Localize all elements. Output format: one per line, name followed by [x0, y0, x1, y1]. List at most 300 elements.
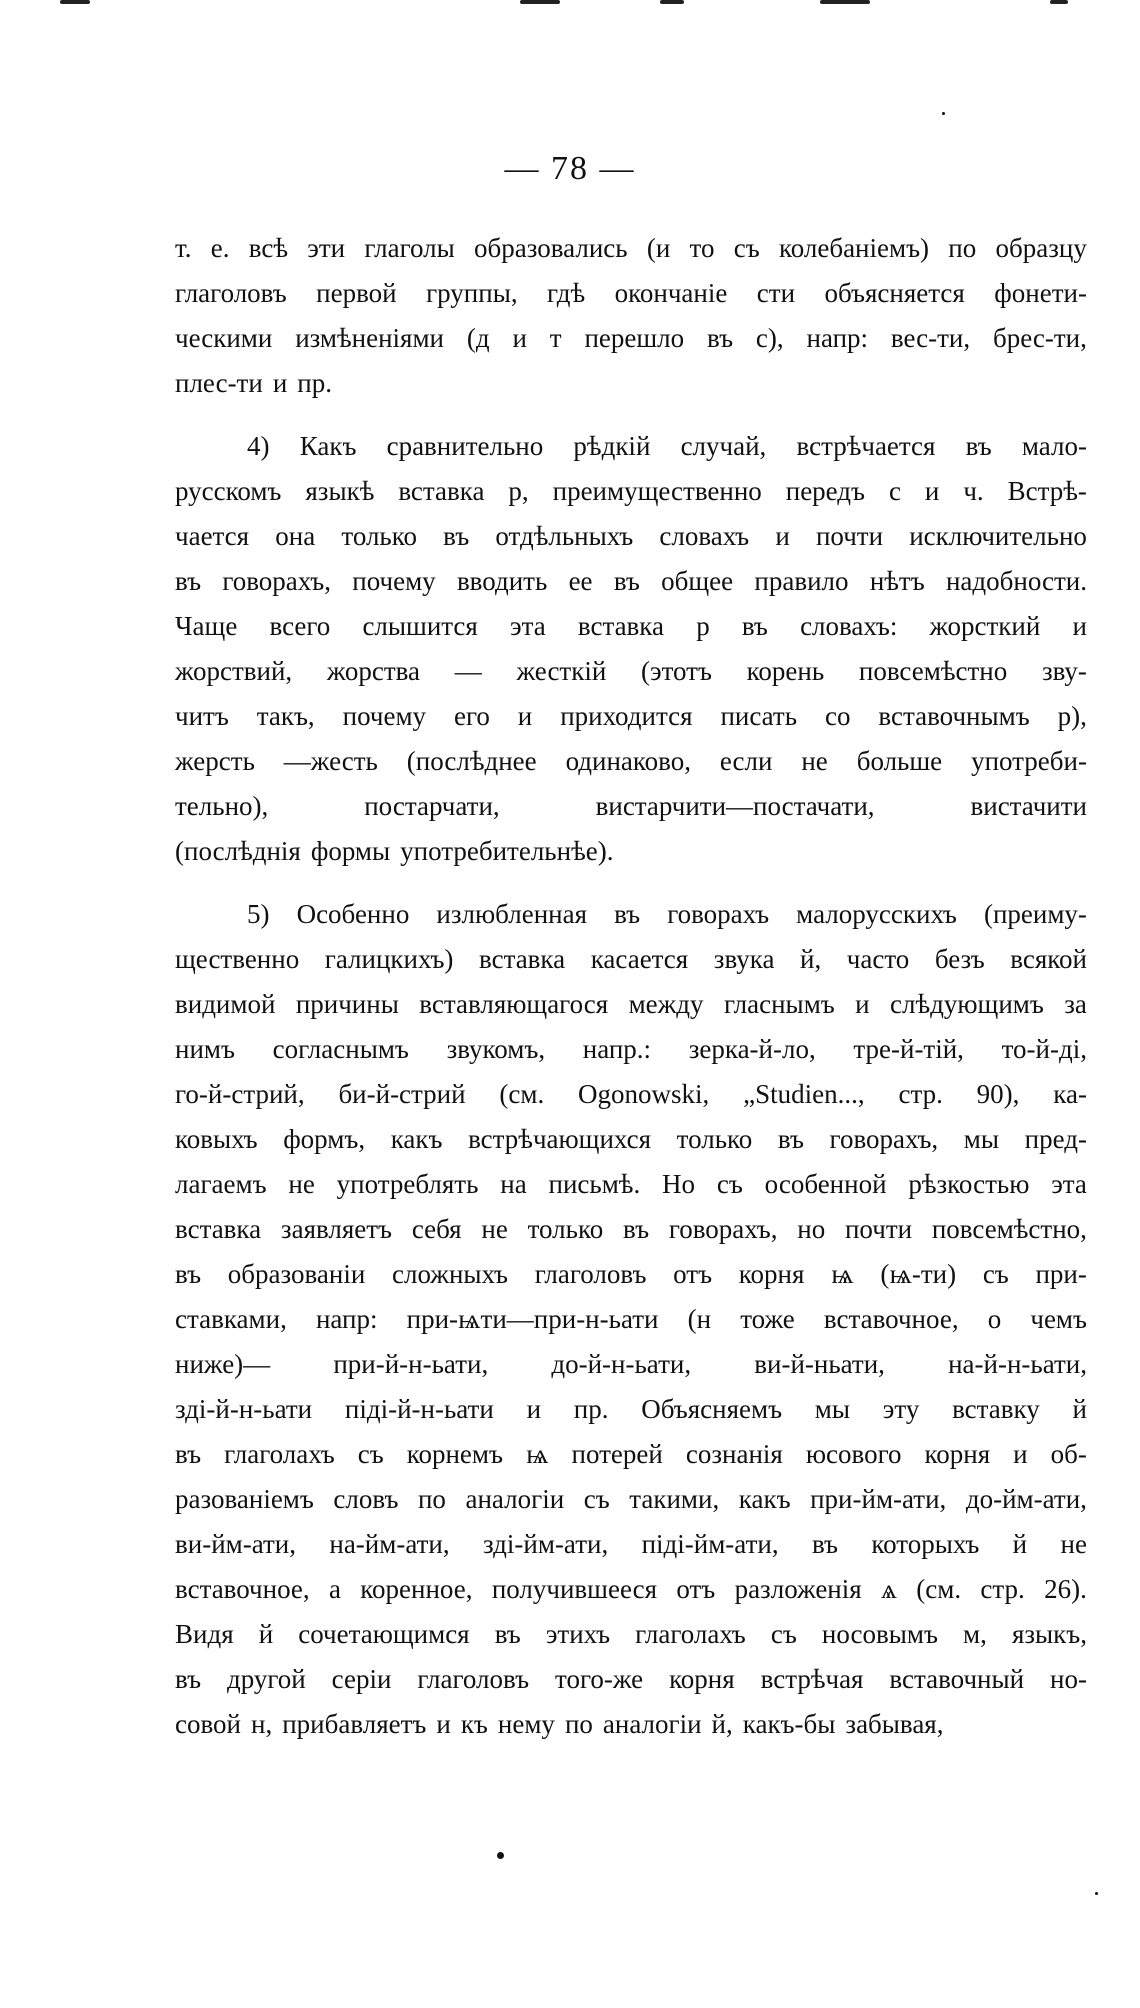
word: совой — [175, 1709, 241, 1739]
word: носовымъ — [821, 1619, 938, 1649]
word: ка- — [1053, 1079, 1087, 1109]
word: нему — [497, 1709, 555, 1739]
word: какъ — [390, 1124, 443, 1154]
word: на-й-н-ьати, — [948, 1349, 1087, 1379]
word: только — [676, 1124, 753, 1154]
text-line — [175, 829, 1087, 874]
word: серіи — [331, 1664, 392, 1694]
word: въ — [623, 1214, 650, 1244]
text-line — [175, 1342, 1087, 1387]
word: Особенно — [296, 899, 410, 929]
word: такими, — [629, 1484, 720, 1514]
word: фонети- — [994, 278, 1087, 308]
word: прибавляетъ — [282, 1709, 427, 1739]
word: писать — [720, 701, 798, 731]
text-line — [175, 892, 1087, 937]
word: юсового — [805, 1439, 902, 1469]
word: вставляющагося — [419, 989, 609, 1019]
word: забывая, — [845, 1709, 944, 1739]
word: вставка — [175, 1214, 262, 1244]
word: перешло — [584, 323, 685, 353]
word: ѩ — [525, 1439, 549, 1469]
word: глаголовъ — [417, 1664, 530, 1694]
word: приходится — [560, 701, 693, 731]
word: случай, — [680, 431, 767, 461]
word: тре-й-тій, — [853, 1034, 964, 1064]
word: одинаково, — [565, 746, 691, 776]
word: й — [1012, 1529, 1028, 1559]
word: й — [258, 1619, 274, 1649]
word: піді-й-н-ьати — [344, 1394, 494, 1424]
word: въ — [175, 1664, 202, 1694]
word: употребительнѣе). — [400, 836, 614, 866]
word: колебаніемъ) — [778, 233, 930, 263]
word: эта — [1051, 1169, 1087, 1199]
word: преимущественно — [552, 476, 762, 506]
word: на-йм-ати, — [329, 1529, 450, 1559]
word: мы — [814, 1394, 851, 1424]
text-line — [175, 784, 1087, 829]
word: корнемъ — [406, 1439, 503, 1469]
word: не — [801, 746, 828, 776]
word: почему — [342, 701, 427, 731]
word: вистачити — [970, 791, 1087, 821]
word: лагаемъ — [175, 1169, 267, 1199]
word: сти — [756, 278, 796, 308]
word: коренное, — [360, 1574, 473, 1604]
word: при-йм-ати, — [810, 1484, 947, 1514]
text-line — [175, 226, 1087, 271]
word: р, — [508, 476, 529, 506]
word: мы — [963, 1124, 1000, 1154]
word: языкъ, — [1011, 1619, 1087, 1649]
word: и — [1013, 1439, 1028, 1469]
word: напр.: — [582, 1034, 652, 1064]
word: р), — [1057, 701, 1087, 731]
word: глаголовъ — [175, 278, 287, 308]
word: этихъ — [545, 1619, 611, 1649]
word: общее — [661, 566, 734, 596]
word: въ — [494, 1619, 521, 1649]
word: встрѣчается — [796, 431, 936, 461]
word: съ — [770, 1619, 797, 1649]
word: корень — [746, 656, 825, 686]
word: зді-йм-ати, — [482, 1529, 609, 1559]
word: пр. — [573, 1394, 609, 1424]
word: (ѩ-ти) — [880, 1259, 957, 1289]
word: й — [1072, 1394, 1087, 1424]
word: пр. — [297, 368, 332, 398]
word: съ — [716, 1169, 743, 1199]
word: 5) — [247, 899, 270, 929]
word: ви-й-ньати, — [754, 1349, 885, 1379]
text-line — [175, 1702, 1087, 1747]
text-line — [175, 1252, 1087, 1297]
word: языкѣ — [305, 476, 375, 506]
paragraph-1 — [175, 226, 1087, 406]
word: Но — [662, 1169, 696, 1199]
word: Объясняемъ — [641, 1394, 783, 1424]
word: себя — [411, 1214, 462, 1244]
scan-top-edge-artifact — [60, 0, 1080, 6]
word: жесткій — [516, 656, 607, 686]
word: и — [924, 476, 940, 506]
word: а — [328, 1574, 341, 1604]
word: (этотъ — [641, 656, 712, 686]
word: зву- — [1041, 656, 1087, 686]
word: и — [526, 1394, 542, 1424]
word: такъ, — [256, 701, 315, 731]
word: группы, — [426, 278, 518, 308]
word: Ogonowski, — [578, 1079, 710, 1109]
text-line — [175, 559, 1087, 604]
word: она — [275, 521, 316, 551]
text-line — [175, 739, 1087, 784]
text-line — [175, 1567, 1087, 1612]
word: при-ѩти—при-н-ьати — [406, 1304, 659, 1334]
text-line — [175, 1522, 1087, 1567]
word: въ — [741, 611, 768, 641]
word: по — [417, 1484, 446, 1514]
word: къ — [460, 1709, 488, 1739]
word: при-й-н-ьати, — [333, 1349, 489, 1379]
word: исключительно — [909, 521, 1087, 551]
word: какъ-бы — [742, 1709, 836, 1739]
word: аналогіи — [465, 1484, 565, 1514]
word: вставка — [577, 611, 665, 641]
word: объясняется — [824, 278, 965, 308]
word: въ — [965, 431, 992, 461]
word: Чаще — [175, 611, 238, 641]
word: часто — [846, 944, 910, 974]
page-number: — 78 — — [504, 150, 636, 187]
word: корня — [669, 1664, 735, 1694]
word: отдѣльныхъ — [495, 521, 634, 551]
text-line — [175, 982, 1087, 1027]
word: образовались — [474, 233, 628, 263]
word: встрѣчая — [760, 1664, 864, 1694]
word: ческими — [175, 323, 273, 353]
text-line — [175, 424, 1087, 469]
word: р — [696, 611, 710, 641]
word: стр. — [898, 1079, 943, 1109]
word: зерка-й-ло, — [688, 1034, 816, 1064]
word: напр: — [315, 1304, 378, 1334]
word: въ — [614, 899, 641, 929]
word: особенной — [764, 1169, 887, 1199]
word: потерей — [571, 1439, 663, 1469]
word: согласнымъ — [272, 1034, 409, 1064]
word: въ — [175, 566, 202, 596]
word: видимой — [175, 989, 276, 1019]
word: и — [512, 323, 527, 353]
word: вставку — [952, 1394, 1040, 1424]
text-line — [175, 694, 1087, 739]
word: чемъ — [1030, 1304, 1087, 1334]
word: т — [549, 323, 562, 353]
word: жорства — [326, 656, 421, 686]
word: почти — [844, 1214, 913, 1244]
word: надобности. — [945, 566, 1087, 596]
word: слышится — [362, 611, 478, 641]
word: того-же — [555, 1664, 644, 1694]
word: с — [888, 476, 901, 506]
word: вставочное, — [175, 1574, 310, 1604]
word: тельно), — [175, 791, 269, 821]
word: причины — [295, 989, 399, 1019]
word: „Studien..., — [743, 1079, 865, 1109]
paragraph-2 — [175, 424, 1087, 874]
word: корня — [924, 1439, 991, 1469]
word: не — [481, 1214, 508, 1244]
word: глаголовъ — [534, 1259, 647, 1289]
word: піді-йм-ати, — [641, 1529, 779, 1559]
word: 90), — [976, 1079, 1020, 1109]
word: ѧ — [881, 1574, 897, 1604]
word: если — [719, 746, 773, 776]
word: и — [775, 521, 790, 551]
word: ковыхъ — [175, 1124, 258, 1154]
body-text — [175, 226, 1087, 1765]
word: правило — [754, 566, 849, 596]
word: другой — [226, 1664, 306, 1694]
word: съ — [982, 1259, 1009, 1289]
word: съ — [733, 233, 760, 263]
text-line — [175, 937, 1087, 982]
word: Видя — [175, 1619, 234, 1649]
text-line — [175, 1297, 1087, 1342]
word: и — [855, 989, 870, 1019]
word: разованіемъ — [175, 1484, 314, 1514]
word: (послѣднія — [175, 836, 301, 866]
word: го-й-стрий, — [175, 1079, 305, 1109]
word: измѣненіями — [295, 323, 445, 353]
text-line — [175, 604, 1087, 649]
word: (преиму- — [983, 899, 1087, 929]
word: въ — [175, 1439, 202, 1469]
text-line — [175, 1207, 1087, 1252]
word: и — [436, 1709, 451, 1739]
text-line — [175, 1117, 1087, 1162]
word: ее — [568, 566, 593, 596]
word: всѣ — [248, 233, 289, 263]
word: сложныхъ — [392, 1259, 508, 1289]
word: всякой — [1010, 944, 1087, 974]
word: письмѣ. — [548, 1169, 641, 1199]
word: галицкихъ) — [324, 944, 454, 974]
word: жорствий, — [175, 656, 293, 686]
word: с), — [755, 323, 784, 353]
word: окончаніе — [614, 278, 728, 308]
word: е. — [210, 233, 230, 263]
word: русскомъ — [175, 476, 282, 506]
word: только — [527, 1214, 604, 1244]
word: малорусскихъ — [796, 899, 957, 929]
word: повсемѣстно — [858, 656, 1008, 686]
word: Встрѣ- — [1007, 476, 1087, 506]
word: которыхъ — [871, 1529, 980, 1559]
word: вводить — [456, 566, 548, 596]
word: по — [564, 1709, 593, 1739]
word: ставками, — [175, 1304, 287, 1334]
text-line — [175, 1162, 1087, 1207]
word: эти — [307, 233, 346, 263]
word: при- — [1035, 1259, 1087, 1289]
word: (см. — [499, 1079, 545, 1109]
word: жерсть — [175, 746, 255, 776]
word: звука — [713, 944, 775, 974]
word: рѣзкостью — [908, 1169, 1030, 1199]
word: въ — [613, 566, 640, 596]
word: Какъ — [299, 431, 357, 461]
word: употреблять — [336, 1169, 479, 1199]
word: но- — [1050, 1664, 1087, 1694]
word: съ — [583, 1484, 610, 1514]
word: сознанія — [685, 1439, 783, 1469]
word: глаголы — [364, 233, 455, 263]
word: — — [454, 656, 482, 686]
word: разложенія — [734, 1574, 862, 1604]
word: нимъ — [175, 1034, 235, 1064]
word: формъ, — [283, 1124, 366, 1154]
word: вистарчити—постачати, — [595, 791, 875, 821]
word: плес-ти — [175, 368, 263, 398]
word: отъ — [673, 1259, 713, 1289]
word: получившееся — [491, 1574, 658, 1604]
word: но — [797, 1214, 826, 1244]
word: говорахъ, — [222, 566, 331, 596]
text-line — [175, 1657, 1087, 1702]
word: формы — [310, 836, 391, 866]
word: не — [1060, 1529, 1087, 1559]
text-line — [175, 316, 1087, 361]
word: излюбленная — [436, 899, 587, 929]
word: аналогіи — [602, 1709, 702, 1739]
word: вставка — [398, 476, 485, 506]
word: слѣдующимъ — [890, 989, 1044, 1019]
word: ниже)— — [175, 1349, 271, 1379]
word: вес-ти, — [890, 323, 971, 353]
word: словъ — [333, 1484, 399, 1514]
word: отъ — [676, 1574, 716, 1604]
text-line — [175, 514, 1087, 559]
word: всего — [269, 611, 331, 641]
word: за — [1064, 989, 1087, 1019]
word: корня — [738, 1259, 805, 1289]
word: 26). — [1044, 1574, 1087, 1604]
word: би-й-стрий — [338, 1079, 466, 1109]
word: тоже — [740, 1304, 795, 1334]
word: на — [500, 1169, 527, 1199]
word: рѣдкій — [573, 431, 651, 461]
word: почти — [815, 521, 884, 551]
word: только — [341, 521, 417, 551]
ink-speck — [1095, 1892, 1098, 1895]
word: то-й-ді, — [1001, 1034, 1087, 1064]
word: сравнительно — [386, 431, 544, 461]
word: т. — [175, 233, 192, 263]
word: между — [628, 989, 704, 1019]
word: глаголахъ — [635, 1619, 746, 1649]
word: читъ — [175, 701, 229, 731]
word: жорсткий — [929, 611, 1041, 641]
text-line — [175, 271, 1087, 316]
word: со — [825, 701, 851, 731]
word: вставка — [479, 944, 566, 974]
text-line — [175, 361, 1087, 406]
word: звукомъ, — [446, 1034, 546, 1064]
word: 4) — [247, 431, 270, 461]
word: говорахъ, — [829, 1124, 939, 1154]
word: касается — [590, 944, 689, 974]
word: говорахъ, — [668, 1214, 778, 1244]
ink-speck — [942, 112, 945, 115]
word: въ — [777, 1124, 804, 1154]
text-line — [175, 1072, 1087, 1117]
word: —жесть — [283, 746, 378, 776]
word: съ — [357, 1439, 384, 1469]
word: зді-й-н-ьати — [175, 1394, 313, 1424]
word: (н — [687, 1304, 712, 1334]
word: (д — [466, 323, 490, 353]
word: словахъ: — [800, 611, 898, 641]
word: образцу — [995, 233, 1087, 263]
word: передъ — [785, 476, 866, 506]
word: по — [948, 233, 977, 263]
word: глаголахъ — [224, 1439, 335, 1469]
word: гласнымъ — [723, 989, 835, 1019]
word: вставочное, — [823, 1304, 959, 1334]
word: въ — [707, 323, 734, 353]
word: его — [453, 701, 490, 731]
word: постарчати, — [364, 791, 500, 821]
word: больше — [856, 746, 943, 776]
word: въ — [443, 521, 470, 551]
word: (см. — [916, 1574, 962, 1604]
word: о — [987, 1304, 1002, 1334]
word: безъ — [934, 944, 985, 974]
text-line — [175, 1432, 1087, 1477]
text-line — [175, 1027, 1087, 1072]
text-line — [175, 1477, 1087, 1522]
word: встрѣчающихся — [468, 1124, 652, 1154]
word: ч. — [963, 476, 984, 506]
text-line — [175, 649, 1087, 694]
word: вставочный — [889, 1664, 1025, 1694]
word: повсемѣстно, — [931, 1214, 1087, 1244]
word: не — [288, 1169, 315, 1199]
paragraph-3 — [175, 892, 1087, 1747]
word: первой — [316, 278, 397, 308]
text-line — [175, 1612, 1087, 1657]
word: брес-ти, — [992, 323, 1087, 353]
word: ѩ — [831, 1259, 854, 1289]
word: и — [517, 701, 533, 731]
word: (послѣднее — [406, 746, 537, 776]
word: въ — [811, 1529, 838, 1559]
word: почему — [352, 566, 436, 596]
text-line — [175, 469, 1087, 514]
word: до-йм-ати, — [965, 1484, 1087, 1514]
word: м, — [963, 1619, 987, 1649]
word: (и — [646, 233, 671, 263]
word: стр. — [980, 1574, 1025, 1604]
word: напр: — [806, 323, 869, 353]
word: об- — [1050, 1439, 1087, 1469]
word: образованіи — [227, 1259, 366, 1289]
word: щественно — [175, 944, 300, 974]
word: гдѣ — [547, 278, 586, 308]
